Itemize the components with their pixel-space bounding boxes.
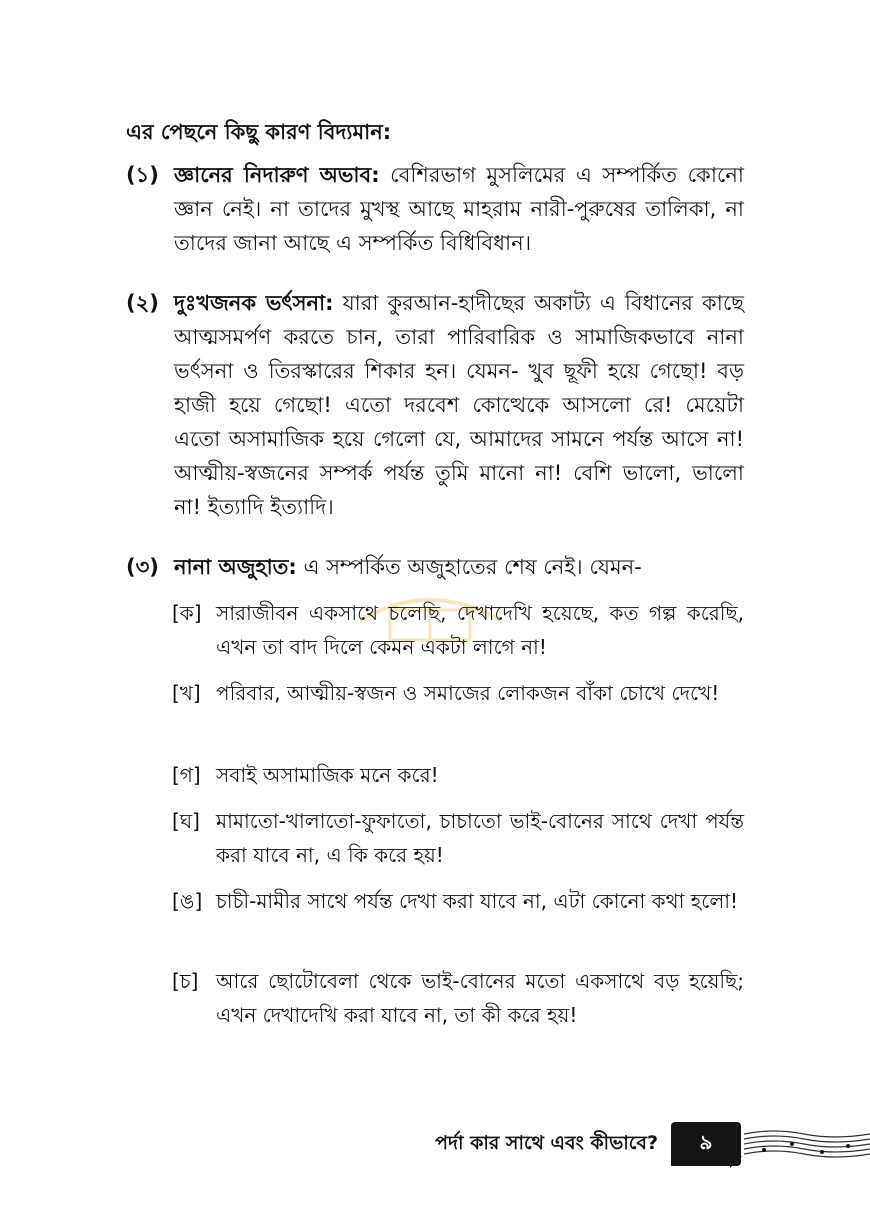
excuse-text: সারাজীবন একসাথে চলেছি, দেখাদেখি হয়েছে, কত গল্প করেছি, এখন তা বাদ দিলে কেমন একটা লাগে না! xyxy=(216,601,744,659)
point-heading: জ্ঞানের নিদারুণ অভাব: xyxy=(174,163,380,187)
point-body xyxy=(174,286,744,524)
page-number: ৯ xyxy=(699,1129,713,1154)
excuse-item xyxy=(172,596,744,664)
point-heading: দুঃখজনক ভর্ৎসনা: xyxy=(174,291,334,315)
decorative-lines-ornament xyxy=(744,1122,870,1166)
point-body xyxy=(174,550,744,584)
point-text: বেশিরভাগ মুসলিমের এ সম্পর্কিত কোনো জ্ঞান নেই। না তাদের মুখস্থ আছে মাহরাম নারী-পুরুষের তালিকা, না তাদের জানা আছে এ সম্পর্কিত বিধিবিধান। xyxy=(174,163,744,255)
running-footer-title: পর্দা কার সাথে এবং কীভাবে? xyxy=(435,1132,658,1154)
excuse-marker: [ক] xyxy=(172,601,202,625)
excuse-marker: [গ] xyxy=(172,763,201,787)
excuse-marker: [খ] xyxy=(172,681,201,705)
excuse-item xyxy=(172,804,744,872)
point-text: এ সম্পর্কিত অজুহাতের শেষ নেই। যেমন- xyxy=(296,555,642,579)
point-2 xyxy=(126,286,744,524)
excuse-item xyxy=(172,676,744,710)
excuse-marker: [চ] xyxy=(172,969,199,993)
point-text: যারা কুরআন-হাদীছের অকাট্য এ বিধানের কাছে আত্মসমর্পণ করতে চান, তারা পারিবারিক ও সামাজিকভাবে নানা ভর্ৎসনা ও তিরস্কারের শিকার হন। যেমন- খুব ছূফী হয়ে গেছো! বড় হাজী হয়ে গেছো! এতো দরবেশ কোত্থেকে আসলো রে! মেয়েটা এতো অসামাজিক হয়ে গেলো যে, আমাদের সামনে পর্যন্ত আসে না! আত্মীয়-স্বজনের সম্পর্ক পর্যন্ত তুমি মানো না! বেশি ভালো, ভালো না! ইত্যাদি ইত্যাদি। xyxy=(174,291,744,519)
point-3 xyxy=(126,550,744,584)
point-number: (১) xyxy=(126,163,159,187)
excuse-text: পরিবার, আত্মীয়-স্বজন ও সমাজের লোকজন বাঁকা চোখে দেখে! xyxy=(216,681,720,705)
point-number: (২) xyxy=(126,291,159,315)
excuse-item xyxy=(172,758,744,792)
excuse-text: সবাই অসামাজিক মনে করে! xyxy=(216,763,439,787)
page-tab-tail xyxy=(730,1156,742,1168)
excuse-marker: [ঘ] xyxy=(172,809,200,833)
point-1 xyxy=(126,158,744,260)
excuse-marker: [ঙ] xyxy=(172,889,203,913)
point-body xyxy=(174,158,744,260)
excuse-text: চাচী-মামীর সাথে পর্যন্ত দেখা করা যাবে না, এটা কোনো কথা হলো! xyxy=(216,889,739,913)
point-number: (৩) xyxy=(126,555,159,579)
excuse-text: আরে ছোটোবেলা থেকে ভাই-বোনের মতো একসাথে বড় হয়েছি; এখন দেখাদেখি করা যাবে না, তা কী করে হয়! xyxy=(216,969,744,1027)
excuse-text: মামাতো-খালাতো-ফুফাতো, চাচাতো ভাই-বোনের সাথে দেখা পর্যন্ত করা যাবে না, এ কি করে হয়! xyxy=(216,809,744,867)
excuse-item xyxy=(172,964,744,1032)
point-heading: নানা অজুহাত: xyxy=(174,555,297,579)
excuse-item xyxy=(172,884,744,918)
section-intro: এর পেছনে কিছু কারণ বিদ্যমান: xyxy=(126,120,392,144)
